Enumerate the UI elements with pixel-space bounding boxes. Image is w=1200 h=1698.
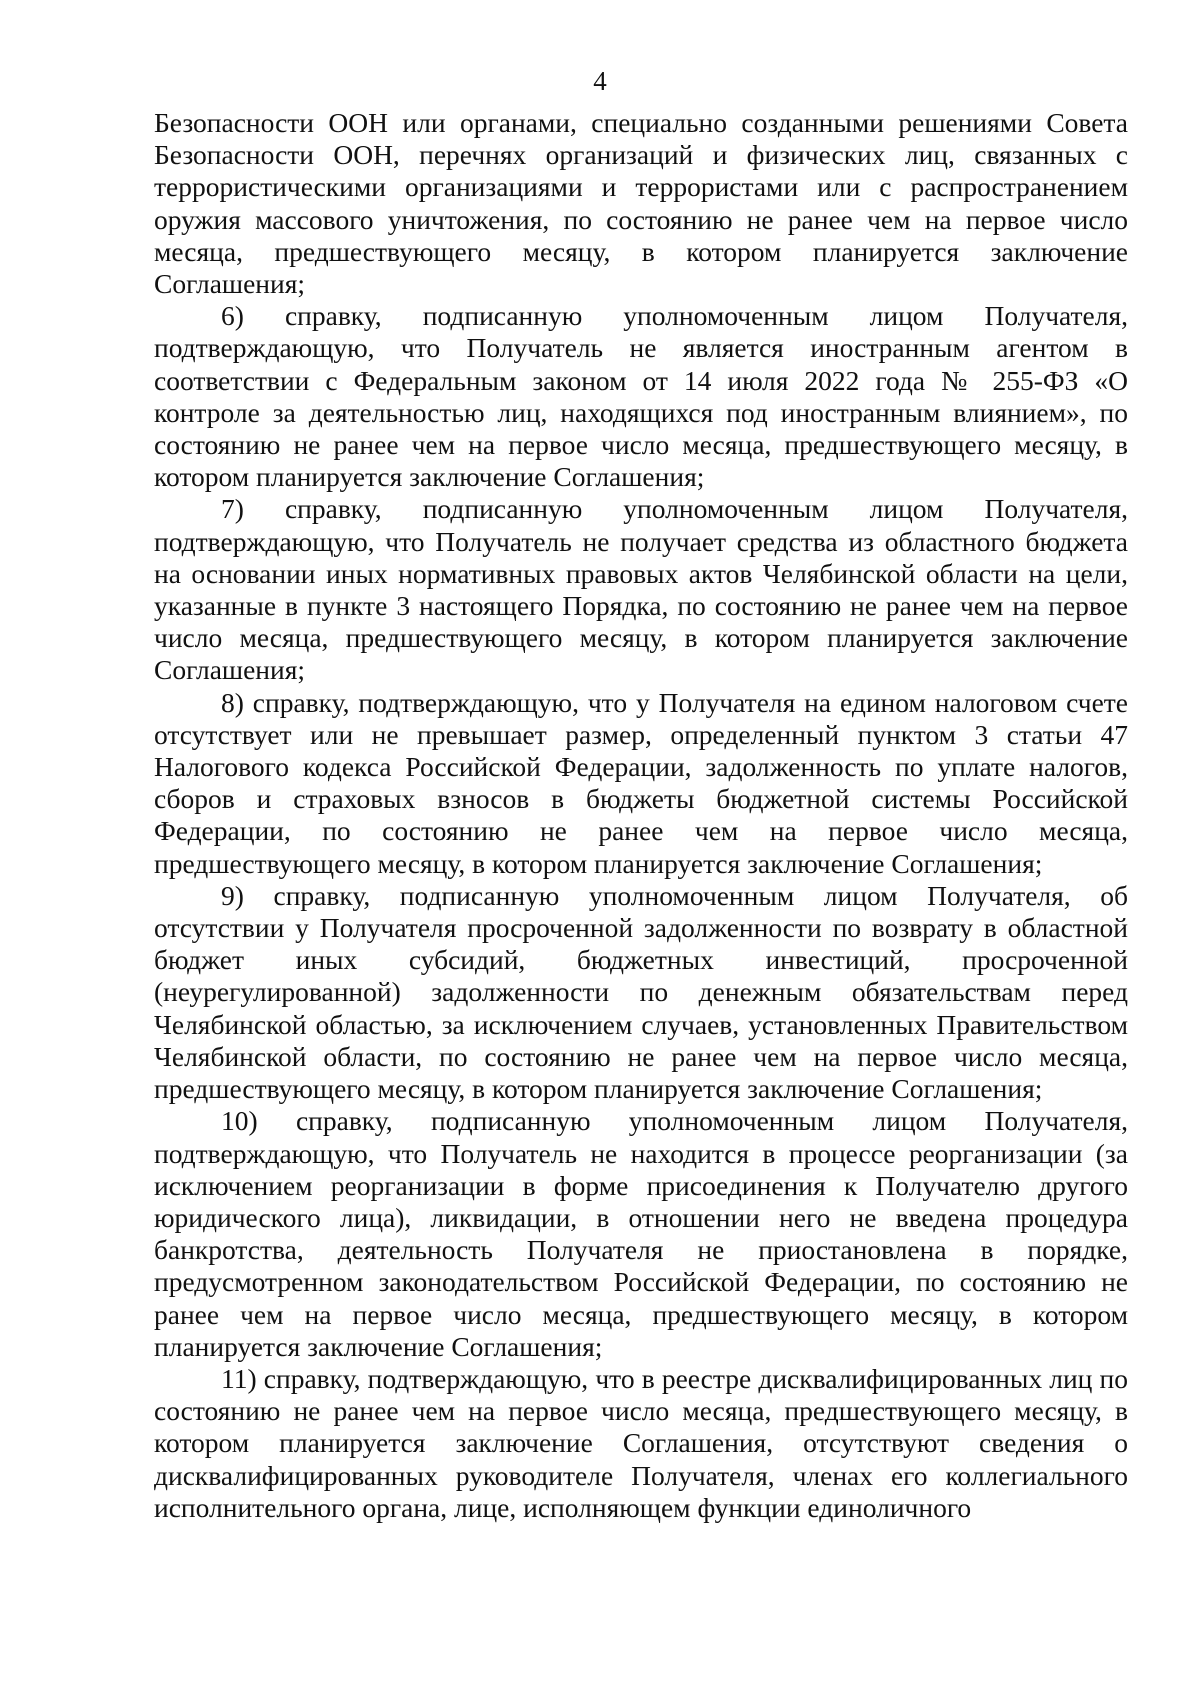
- paragraph-item-9: 9) справку, подписанную уполномоченным лицом Получателя, об отсутствии у Получателя просроченной задолженности по возврату в областной бюджет иных субсидий, бюджетных инвестиций, просроченной (неурегулированной) задолженности по денежным обязательствам перед Челябинской областью, за исключением случаев, установленных Правительством Челябинской области, по состоянию не ранее чем на первое число месяца, предшествующего месяцу, в котором планируется заключение Соглашения;: [154, 879, 1128, 1105]
- paragraph-item-10: 10) справку, подписанную уполномоченным лицом Получателя, подтверждающую, что Получатель не находится в процессе реорганизации (за исключением реорганизации в форме присоединения к Получателю другого юридического лица), ликвидации, в отношении него не введена процедура банкротства, деятельность Получателя не приостановлена в порядке, предусмотренном законодательством Российской Федерации, по состоянию не ранее чем на первое число месяца, предшествующего месяцу, в котором планируется заключение Соглашения;: [154, 1105, 1128, 1362]
- page-number: 4: [593, 66, 607, 96]
- paragraph-continuation: Безопасности ООН или органами, специально созданными решениями Совета Безопасности ООН, перечнях организаций и физических лиц, связанных с террористическими организациями и террористами или с распространением оружия массового уничтожения, по состоянию не ранее чем на первое число месяца, предшествующего месяцу, в котором планируется заключение Соглашения;: [154, 107, 1128, 300]
- paragraph-item-6: 6) справку, подписанную уполномоченным лицом Получателя, подтверждающую, что Получатель не является иностранным агентом в соответствии с Федеральным законом от 14 июля 2022 года № 255-ФЗ «О контроле за деятельностью лиц, находящихся под иностранным влиянием», по состоянию не ранее чем на первое число месяца, предшествующего месяцу, в котором планируется заключение Соглашения;: [154, 300, 1128, 493]
- paragraph-item-7: 7) справку, подписанную уполномоченным лицом Получателя, подтверждающую, что Получатель не получает средства из областного бюджета на основании иных нормативных правовых актов Челябинской области на цели, указанные в пункте 3 настоящего Порядка, по состоянию не ранее чем на первое число месяца, предшествующего месяцу, в котором планируется заключение Соглашения;: [154, 493, 1128, 686]
- paragraph-item-11: 11) справку, подтверждающую, что в реестре дисквалифицированных лиц по состоянию не ранее чем на первое число месяца, предшествующего месяцу, в котором планируется заключение Соглашения, отсутствуют сведения о дисквалифицированных руководителе Получателя, членах его коллегиального исполнительного органа, лице, исполняющем функции единоличного: [154, 1362, 1128, 1523]
- document-body: [154, 107, 1128, 1524]
- paragraph-item-8: 8) справку, подтверждающую, что у Получателя на едином налоговом счете отсутствует или не превышает размер, определенный пунктом 3 статьи 47 Налогового кодекса Российской Федерации, задолженность по уплате налогов, сборов и страховых взносов в бюджеты бюджетной системы Российской Федерации, по состоянию не ранее чем на первое число месяца, предшествующего месяцу, в котором планируется заключение Соглашения;: [154, 686, 1128, 879]
